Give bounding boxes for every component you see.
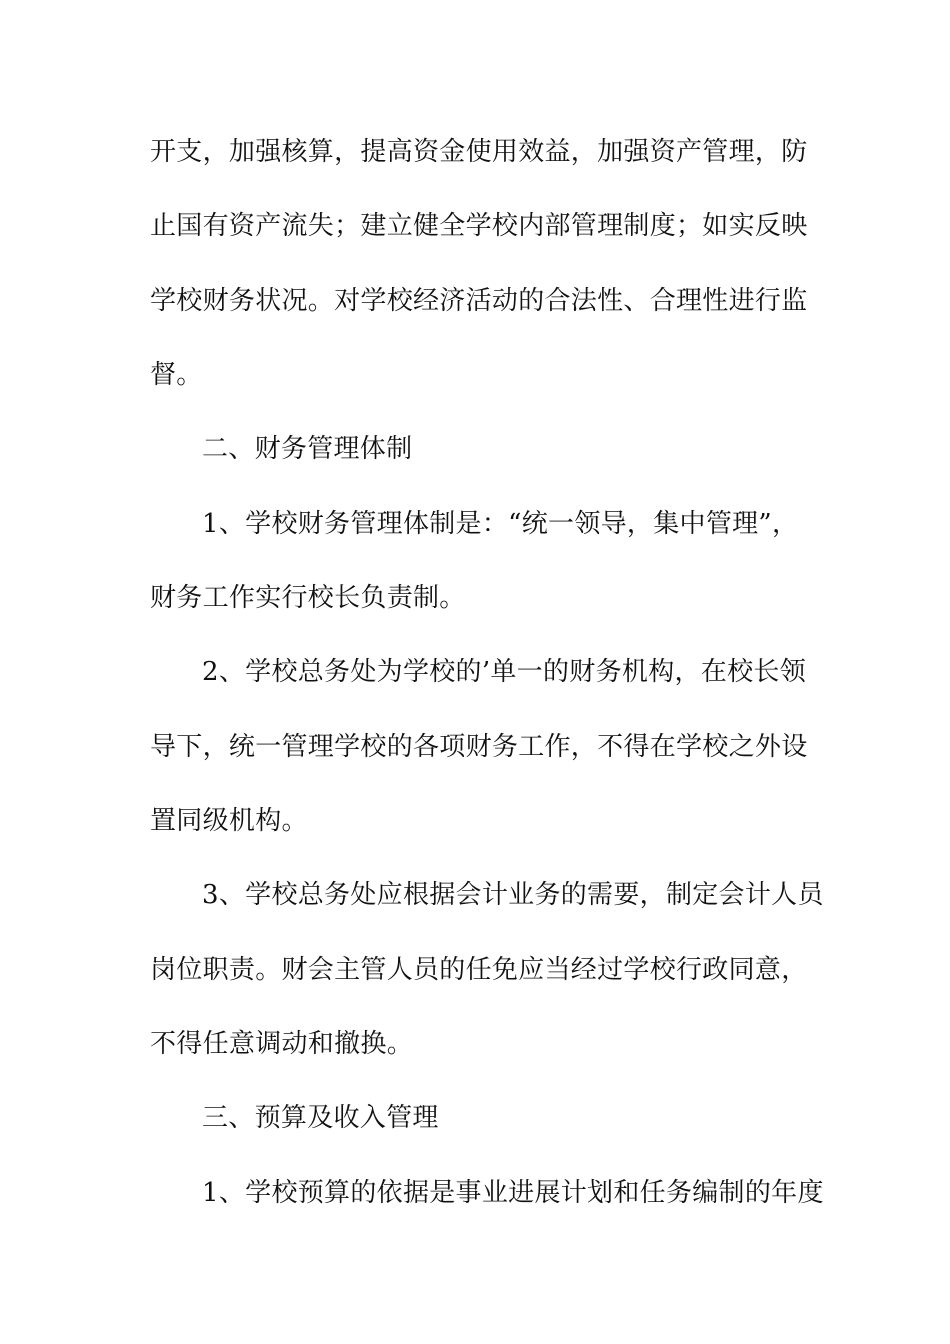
paragraph-line: 学校财务状况。对学校经济活动的合法性、合理性进行监: [150, 286, 808, 316]
paragraph-line: 开支，加强核算，提高资金使用效益，加强资产管理，防: [150, 137, 808, 167]
paragraph-line: 督。: [150, 360, 203, 390]
paragraph-line: 3、学校总务处应根据会计业务的需要，制定会计人员: [202, 880, 824, 910]
paragraph-line: 不得任意调动和撤换。: [150, 1029, 414, 1059]
paragraph-line: 止国有资产流失；建立健全学校内部管理制度；如实反映: [150, 211, 808, 241]
paragraph-line: 1、学校预算的依据是事业进展计划和任务编制的年度: [202, 1178, 824, 1208]
paragraph-line: 置同级机构。: [150, 806, 308, 836]
section-heading: 三、预算及收入管理: [202, 1103, 439, 1133]
paragraph-line: 导下，统一管理学校的各项财务工作，不得在学校之外设: [150, 732, 808, 762]
paragraph-line: 岗位职责。财会主管人员的任免应当经过学校行政同意，: [150, 955, 808, 985]
paragraph-line: 1、学校财务管理体制是：“统一领导，集中管理”，: [202, 509, 799, 539]
paragraph-line: 2、学校总务处为学校的’单一的财务机构，在校长领: [202, 657, 807, 687]
paragraph-line: 财务工作实行校长负责制。: [150, 583, 466, 613]
section-heading: 二、财务管理体制: [202, 434, 413, 464]
